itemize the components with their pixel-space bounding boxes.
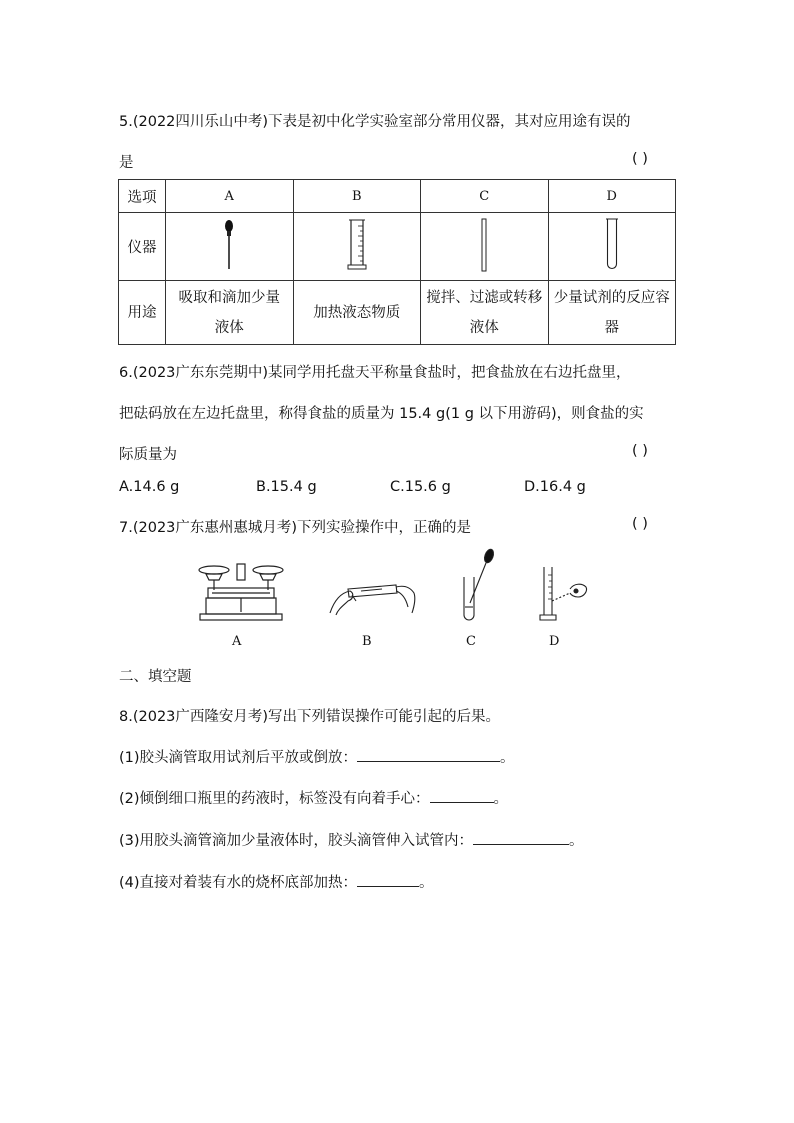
q6-answer-paren: ( ) [632,443,648,459]
q8-item-2-text: (2)倾倒细口瓶里的药液时，标签没有向着手心： [119,791,430,807]
q5-table-instrument-row [119,213,676,281]
q8-item-3-end: 。 [569,833,584,849]
q5-use-b-line1: 加热液态物质 [313,304,401,321]
q5-use-b [293,281,421,345]
q5-use-a-line2: 液体 [214,319,244,336]
q5-header-c: C [421,180,549,213]
q5-use-d [548,281,676,345]
q6-option-a: A.14.6 g [119,479,180,495]
q5-instrument-b [293,213,421,281]
q6-option-c: C.15.6 g [390,479,451,495]
heating-test-tube-icon [326,573,418,617]
q5-header-b: B [293,180,421,213]
section2-title: 二、填空题 [119,669,192,685]
q5-use-a-line1: 吸取和滴加少量 [178,289,280,306]
q8-item-4 [119,871,434,892]
q8-item-1 [119,746,515,767]
q6-stem-line1: 6.(2023广东东莞期中)某同学用托盘天平称量食盐时，把食盐放在右边托盘里， [119,365,631,381]
q5-use-d-line2: 器 [604,319,619,336]
q8-item-3-blank[interactable] [473,830,569,845]
q8-item-3-text: (3)用胶头滴管滴加少量液体时，胶头滴管伸入试管内： [119,833,474,849]
q6-option-d: D.16.4 g [524,479,586,495]
glass-rod-icon [479,217,489,273]
q7-label-d: D [549,634,560,649]
q5-table-use-row [119,281,676,345]
q5-instrument-d [548,213,676,281]
q6-stem-line2: 把砝码放在左边托盘里，称得食盐的质量为 15.4 g(1 g 以下用游码)，则食盐的实 [119,406,644,422]
q5-instrument-c [421,213,549,281]
q7-label-b: B [362,634,372,649]
q5-header-d: D [548,180,676,213]
q7-answer-paren: ( ) [632,516,648,532]
q6-option-b: B.15.4 g [256,479,317,495]
q8-item-1-blank[interactable] [357,747,500,762]
balance-icon [196,560,286,622]
q5-use-c-line2: 液体 [469,319,499,336]
q8-item-4-text: (4)直接对着装有水的烧杯底部加热： [119,875,358,891]
q8-item-4-blank[interactable] [357,872,419,887]
q5-stem-line2: 是 [119,155,134,171]
q7-stem: 7.(2023广东惠州惠城月考)下列实验操作中，正确的是 [119,520,472,536]
q5-instrument-label: 仪器 [119,213,166,281]
q5-table-header-row [119,180,676,213]
q5-stem-line1: 5.(2022四川乐山中考)下表是初中化学实验室部分常用仪器，其对应用途有误的 [119,114,631,130]
q5-answer-paren: ( ) [632,151,648,167]
test-tube-icon [604,217,620,273]
q8-stem: 8.(2023广西隆安月考)写出下列错误操作可能引起的后果。 [119,709,501,725]
q5-use-label: 用途 [119,281,166,345]
q5-use-c [421,281,549,345]
reading-cylinder-icon [536,565,592,623]
q5-header-a: A [166,180,294,213]
q8-item-2 [119,787,508,808]
q6-stem-line3: 际质量为 [119,447,177,463]
q7-label-a: A [232,634,242,649]
dropper-in-tube-icon [456,547,496,623]
q5-use-c-line1: 搅拌、过滤或转移 [426,289,543,306]
q5-header-option: 选项 [119,180,166,213]
q5-use-a [166,281,294,345]
q5-table [118,179,676,345]
q5-instrument-a [166,213,294,281]
q8-item-3 [119,829,584,850]
q8-item-4-end: 。 [419,875,434,891]
q5-use-d-line1: 少量试剂的反应容 [553,289,670,306]
q8-item-1-end: 。 [500,750,515,766]
graduated-cylinder-icon [346,218,368,272]
q8-item-2-blank[interactable] [430,788,494,803]
q8-item-2-end: 。 [493,791,509,807]
dropper-icon [222,219,236,271]
q7-label-c: C [466,634,476,649]
q8-item-1-text: (1)胶头滴管取用试剂后平放或倒放： [119,750,358,766]
